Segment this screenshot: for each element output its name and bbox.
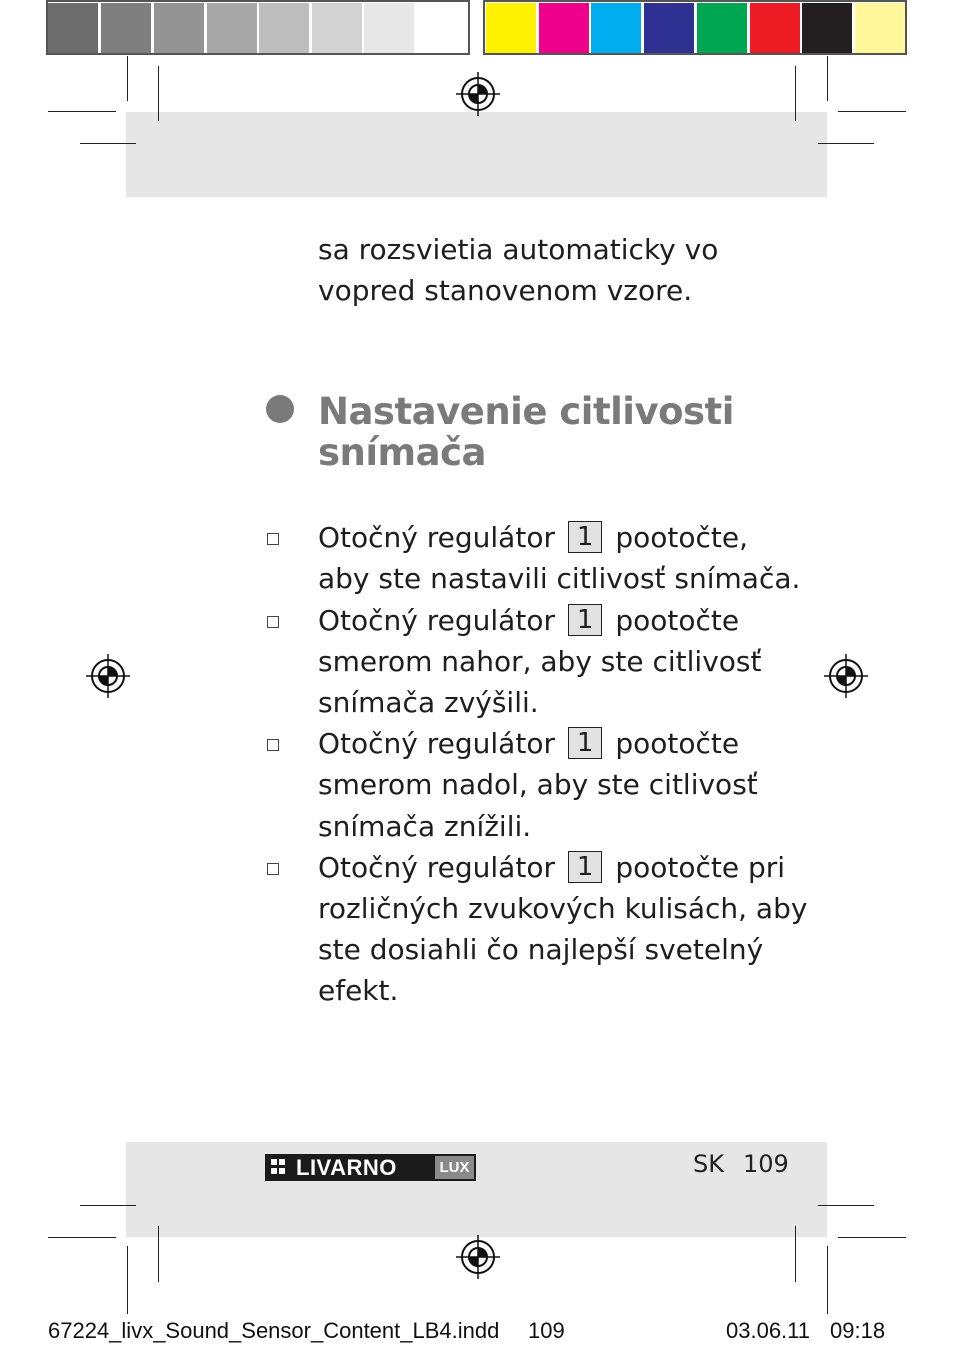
instruction-text: Otočný regulátor — [318, 604, 555, 637]
instruction-line — [318, 517, 748, 558]
color-swatch-magenta — [539, 3, 589, 53]
gray-swatch — [48, 3, 98, 53]
section-heading: Nastavenie citlivosti — [318, 390, 734, 433]
color-swatch-yellow — [486, 3, 536, 53]
instruction-line: smerom nahor, aby ste citlivosť — [318, 645, 762, 678]
gray-swatch — [417, 3, 467, 53]
instruction-line: rozličných zvukových kulisách, aby — [318, 892, 808, 925]
instruction-text: Otočný regulátor — [318, 727, 555, 760]
gray-swatch — [154, 3, 204, 53]
instruction-line: smerom nadol, aby ste citlivosť — [318, 768, 758, 801]
color-swatch-black — [802, 3, 852, 53]
instruction-line — [318, 723, 739, 764]
instruction-text: Otočný regulátor — [318, 851, 555, 884]
slug-time: 09:18 — [830, 1318, 886, 1343]
instruction-line: snímača zvýšili. — [318, 686, 539, 719]
part-reference: 1 — [568, 604, 603, 636]
heading-bullet-icon — [266, 395, 294, 423]
part-reference: 1 — [568, 521, 603, 553]
registration-mark-icon — [456, 1235, 500, 1279]
part-reference: 1 — [568, 851, 603, 883]
gray-swatch — [364, 3, 414, 53]
language-code: SK — [693, 1150, 724, 1178]
part-reference: 1 — [568, 727, 603, 759]
registration-mark-icon — [456, 72, 500, 116]
instruction-line: efekt. — [318, 974, 399, 1007]
checkbox-bullet-icon — [267, 739, 279, 751]
color-swatch-cyan — [591, 3, 641, 53]
gray-swatch — [101, 3, 151, 53]
color-swatch-light-yellow — [855, 3, 905, 53]
instruction-text: pootočte — [615, 727, 740, 760]
slug-page: 109 — [528, 1318, 565, 1343]
checkbox-bullet-icon — [267, 616, 279, 628]
gray-swatch — [207, 3, 257, 53]
page-number: 109 — [743, 1150, 789, 1178]
slug-filename: 67224_livx_Sound_Sensor_Content_LB4.indd — [48, 1318, 500, 1343]
instruction-line — [318, 600, 739, 641]
logo-wordmark: LIVARNO — [296, 1155, 397, 1180]
gray-swatch — [259, 3, 309, 53]
instruction-text: Otočný regulátor — [318, 521, 555, 554]
registration-mark-icon — [824, 654, 868, 698]
color-swatch-red — [750, 3, 800, 53]
instruction-text: pootočte, — [615, 521, 748, 554]
header-band — [126, 112, 827, 197]
instruction-line: snímača znížili. — [318, 810, 532, 843]
logo-lux: LUX — [433, 1154, 476, 1181]
instruction-text: pootočte — [615, 604, 740, 637]
instruction-text: pootočte pri — [615, 851, 786, 884]
slug-date: 03.06.11 — [726, 1318, 811, 1343]
checkbox-bullet-icon — [267, 863, 279, 875]
color-swatch-blue — [644, 3, 694, 53]
intro-line: vopred stanovenom vzore. — [318, 274, 693, 307]
section-heading: snímača — [318, 431, 486, 474]
gray-swatch — [312, 3, 362, 53]
instruction-line — [318, 847, 785, 888]
color-swatch-green — [697, 3, 747, 53]
intro-line: sa rozsvietia automaticky vo — [318, 233, 719, 266]
instruction-line: ste dosiahli čo najlepší svetelný — [318, 933, 764, 966]
registration-mark-icon — [86, 654, 130, 698]
instruction-line: aby ste nastavili citlivosť snímača. — [318, 562, 801, 595]
checkbox-bullet-icon — [267, 533, 279, 545]
